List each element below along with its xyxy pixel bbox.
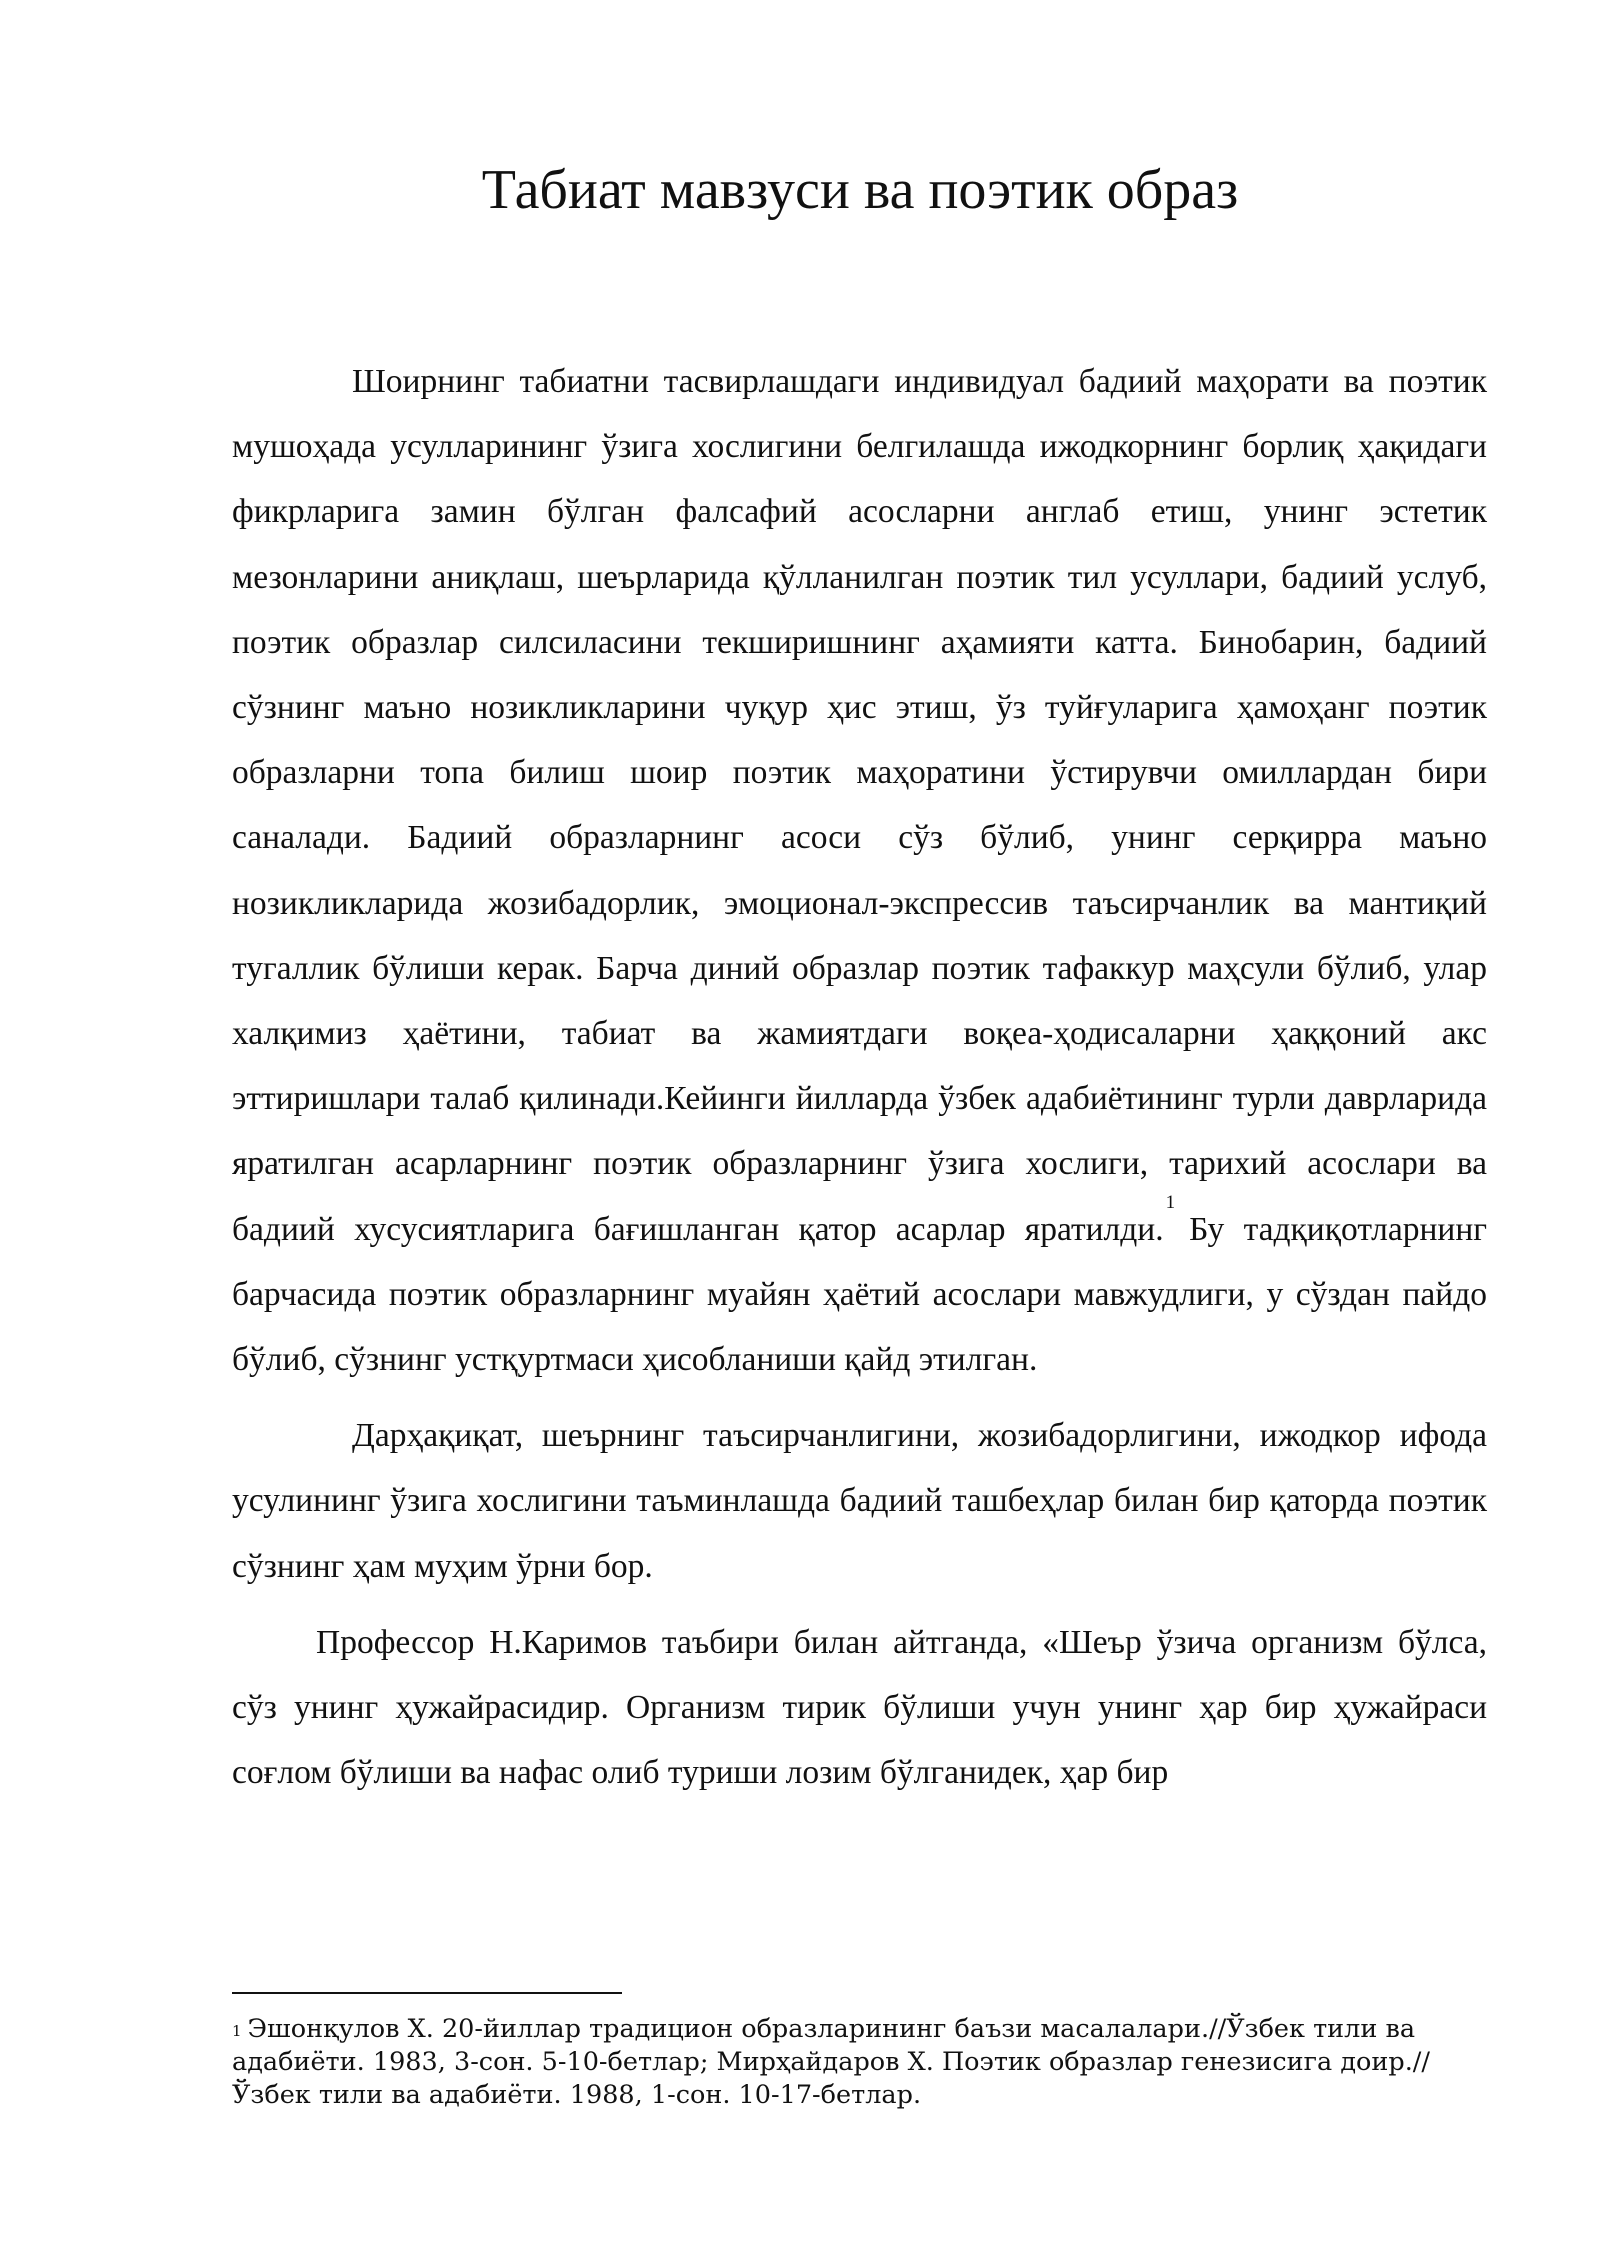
paragraph-1-text: Шоирнинг табиатни тасвирлашдаги индивидуал бадиий маҳорати ва поэтик мушоҳада усулларининг ўзига хослигини белгилашда ижодкорнинг борлиқ ҳақидаги фикрларига замин бўлган фалсафий асосларни англаб етиш, унинг эстетик мезонларини аниқлаш, шеърларида қўлланилган поэтик тил усуллари, бадиий услуб, поэтик образлар силсиласини текширишнинг аҳамияти катта. Бинобарин, бадиий сўзнинг маъно нозикликларини чуқур ҳис этиш, ўз туйғуларига ҳамоҳанг поэтик образларни топа билиш шоир поэтик маҳоратини ўстирувчи омиллардан бири саналади. Бадиий образларнинг асоси сўз бўлиб, унинг серқирра маъно нозикликларида жозибадорлик, эмоционал-экспрессив таъсирчанлик ва мантиқий тугаллик бўлиши керак. Барча диний образлар поэтик тафаккур маҳсули бўлиб, улар халқимиз ҳаётини, табиат ва жамиятдаги воқеа-ҳодисаларни ҳаққоний акс эттиришлари талаб қилинади.Кейинги йилларда ўзбек адабиётининг турли даврларида яратилган асарларнинг поэтик образларнинг ўзига хослиги, тарихий асослари ва бадиий хусусиятларига бағишланган қатор асарлар яратилди.: [232, 363, 1487, 1248]
footnote-marker: 1: [232, 2022, 242, 2040]
paragraph-1: [232, 349, 1487, 1392]
footnote: [232, 2013, 1502, 2112]
footnote-text: Эшонқулов Х. 20-йиллар традицион образларининг баъзи масалалари.//Ўзбек тили ва адабиёти. 1983, 3-сон. 5-10-бетлар; Мирҳайдаров Х. Поэтик образлар генезисига доир.//Ўзбек тили ва адабиёти. 1988, 1-сон. 10-17-бетлар.: [232, 2014, 1430, 2110]
paragraph-1-continuation: Бу тадқиқотларнинг барчасида поэтик образларнинг муайян ҳаётий асослари мавжудлиги, у сўздан пайдо бўлиб, сўзнинг устқуртмаси ҳисобланиши қайд этилган.: [232, 1210, 1487, 1379]
footnote-reference[interactable]: 1: [1165, 1191, 1176, 1213]
footnote-separator: [232, 1992, 622, 1994]
paragraph-3: Профессор Н.Каримов таъбири билан айтганда, «Шеър ўзича организм бўлса, сўз унинг ҳужайрасидир. Организм тирик бўлиши учун унинг ҳар бир ҳужайраси соғлом бўлиши ва нафас олиб туриши лозим бўлганидек, ҳар бир: [232, 1623, 1487, 1792]
paragraph-2: Дарҳақиқат, шеърнинг таъсирчанлигини, жозибадорлигини, ижодкор ифода усулининг ўзига хослигини таъминлашда бадиий ташбеҳлар билан бир қаторда поэтик сўзнинг ҳам муҳим ўрни бор.: [232, 1417, 1487, 1585]
page-title: [0, 150, 1600, 230]
body-text: [232, 349, 1487, 1805]
page-title-text: Табиат мавзуси ва поэтик образ: [481, 159, 1239, 221]
